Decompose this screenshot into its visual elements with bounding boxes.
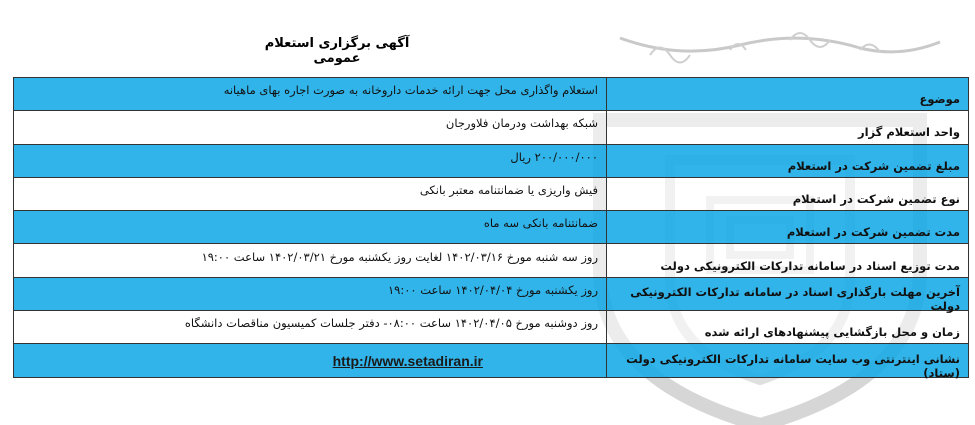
- row-value: ۲۰۰/۰۰۰/۰۰۰ ریال: [14, 144, 607, 177]
- row-value: استعلام واگذاری محل جهت ارائه خدمات داروخانه به صورت اجاره بهای ماهیانه: [14, 78, 607, 111]
- row-value: شبکه بهداشت ودرمان فلاورجان: [14, 111, 607, 144]
- row-label: آخرین مهلت بارگذاری اسناد در سامانه تدارکات الکترونیکی دولت: [607, 277, 969, 310]
- table-row: [14, 144, 969, 177]
- row-label: مدت توزیع اسناد در سامانه تدارکات الکترونیکی دولت: [607, 244, 969, 277]
- table-row: [14, 211, 969, 244]
- row-value: روز یکشنبه مورخ ۱۴۰۲/۰۴/۰۴ ساعت ۱۹:۰۰: [14, 277, 607, 310]
- row-label: موضوع: [607, 78, 969, 111]
- setad-website-link[interactable]: http://www.setadiran.ir: [332, 352, 483, 369]
- table-row: [14, 277, 969, 310]
- table-row: [14, 78, 969, 111]
- row-value: روز دوشنبه مورخ ۱۴۰۲/۰۴/۰۵ ساعت ۰۸:۰۰- دفتر جلسات کمیسیون مناقصات دانشگاه: [14, 311, 607, 344]
- row-value: ضمانتنامه بانکی سه ماه: [14, 211, 607, 244]
- tender-notice-table: [13, 77, 969, 378]
- row-label: نوع تضمین شرکت در استعلام: [607, 177, 969, 210]
- table-row: [14, 177, 969, 210]
- row-label: نشانی اینترنتی وب سایت سامانه تدارکات الکترونیکی دولت (ستاد): [607, 344, 969, 377]
- row-value: روز سه شنبه مورخ ۱۴۰۲/۰۳/۱۶ لغایت روز یکشنبه مورخ ۱۴۰۲/۰۳/۲۱ ساعت ۱۹:۰۰: [14, 244, 607, 277]
- page-title: آگهی برگزاری استعلام عمومی: [264, 36, 410, 66]
- table-row: [14, 111, 969, 144]
- row-label: مدت تضمین شرکت در استعلام: [607, 211, 969, 244]
- table-row: [14, 244, 969, 277]
- row-label: زمان و محل بازگشایی پیشنهادهای ارائه شده: [607, 311, 969, 344]
- row-label: واحد استعلام گزار: [607, 111, 969, 144]
- row-value: فیش واریزی یا ضمانتنامه معتبر بانکی: [14, 177, 607, 210]
- table-row: [14, 344, 969, 377]
- row-value: [14, 344, 607, 377]
- row-label: مبلغ تضمین شرکت در استعلام: [607, 144, 969, 177]
- table-row: [14, 311, 969, 344]
